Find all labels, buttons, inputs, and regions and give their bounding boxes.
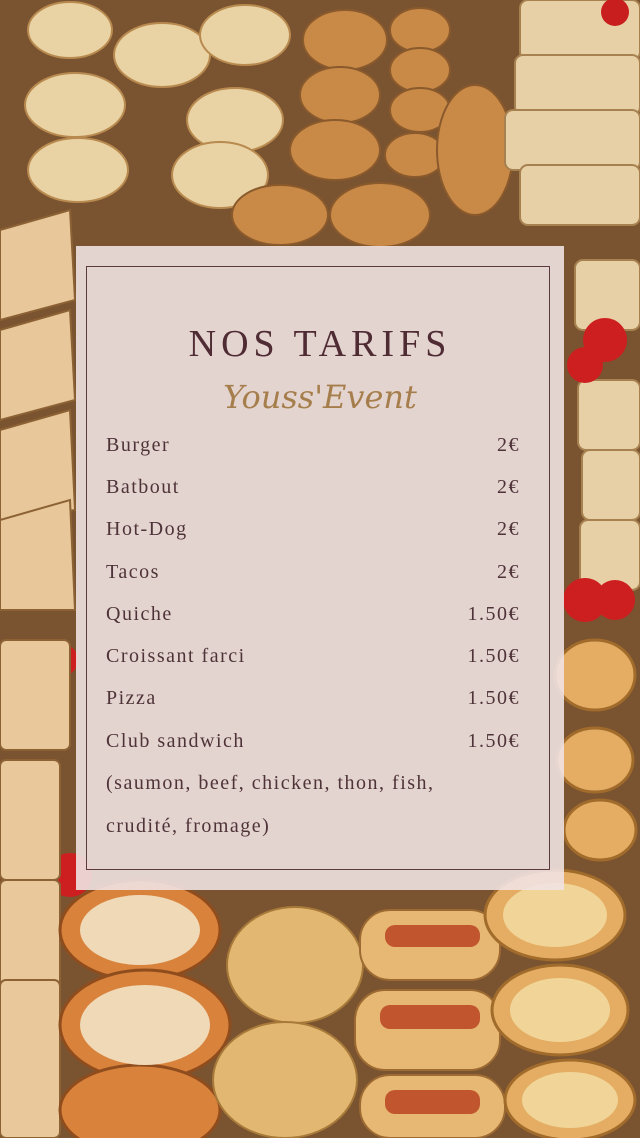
menu-item — [106, 678, 520, 720]
brand-subtitle: Youss'Event — [223, 378, 417, 416]
item-price: 2€ — [497, 433, 520, 456]
item-price: 2€ — [497, 560, 520, 583]
item-price: 2€ — [497, 475, 520, 498]
item-price: 1.50€ — [467, 729, 520, 752]
item-name: Quiche — [106, 602, 173, 625]
item-price: 1.50€ — [467, 602, 520, 625]
club-sandwich-options-line-2: crudité, fromage) — [106, 815, 271, 838]
item-name: Pizza — [106, 687, 157, 710]
price-list — [106, 424, 520, 848]
item-name: Hot-Dog — [106, 518, 188, 541]
item-name: Batbout — [106, 475, 180, 498]
item-name: Club sandwich — [106, 729, 245, 752]
item-name: Tacos — [106, 560, 160, 583]
menu-item — [106, 466, 520, 508]
menu-item — [106, 635, 520, 677]
item-price: 1.50€ — [467, 687, 520, 710]
item-price: 1.50€ — [467, 645, 520, 668]
menu-item — [106, 720, 520, 762]
item-price: 2€ — [497, 518, 520, 541]
menu-item — [106, 509, 520, 551]
club-sandwich-options-line-1: (saumon, beef, chicken, thon, fish, — [106, 772, 435, 795]
menu-item — [106, 551, 520, 593]
menu-item — [106, 593, 520, 635]
item-name: Croissant farci — [106, 645, 246, 668]
menu-item — [106, 424, 520, 466]
item-name: Burger — [106, 433, 171, 456]
menu-title: NOS TARIFS — [188, 323, 452, 365]
